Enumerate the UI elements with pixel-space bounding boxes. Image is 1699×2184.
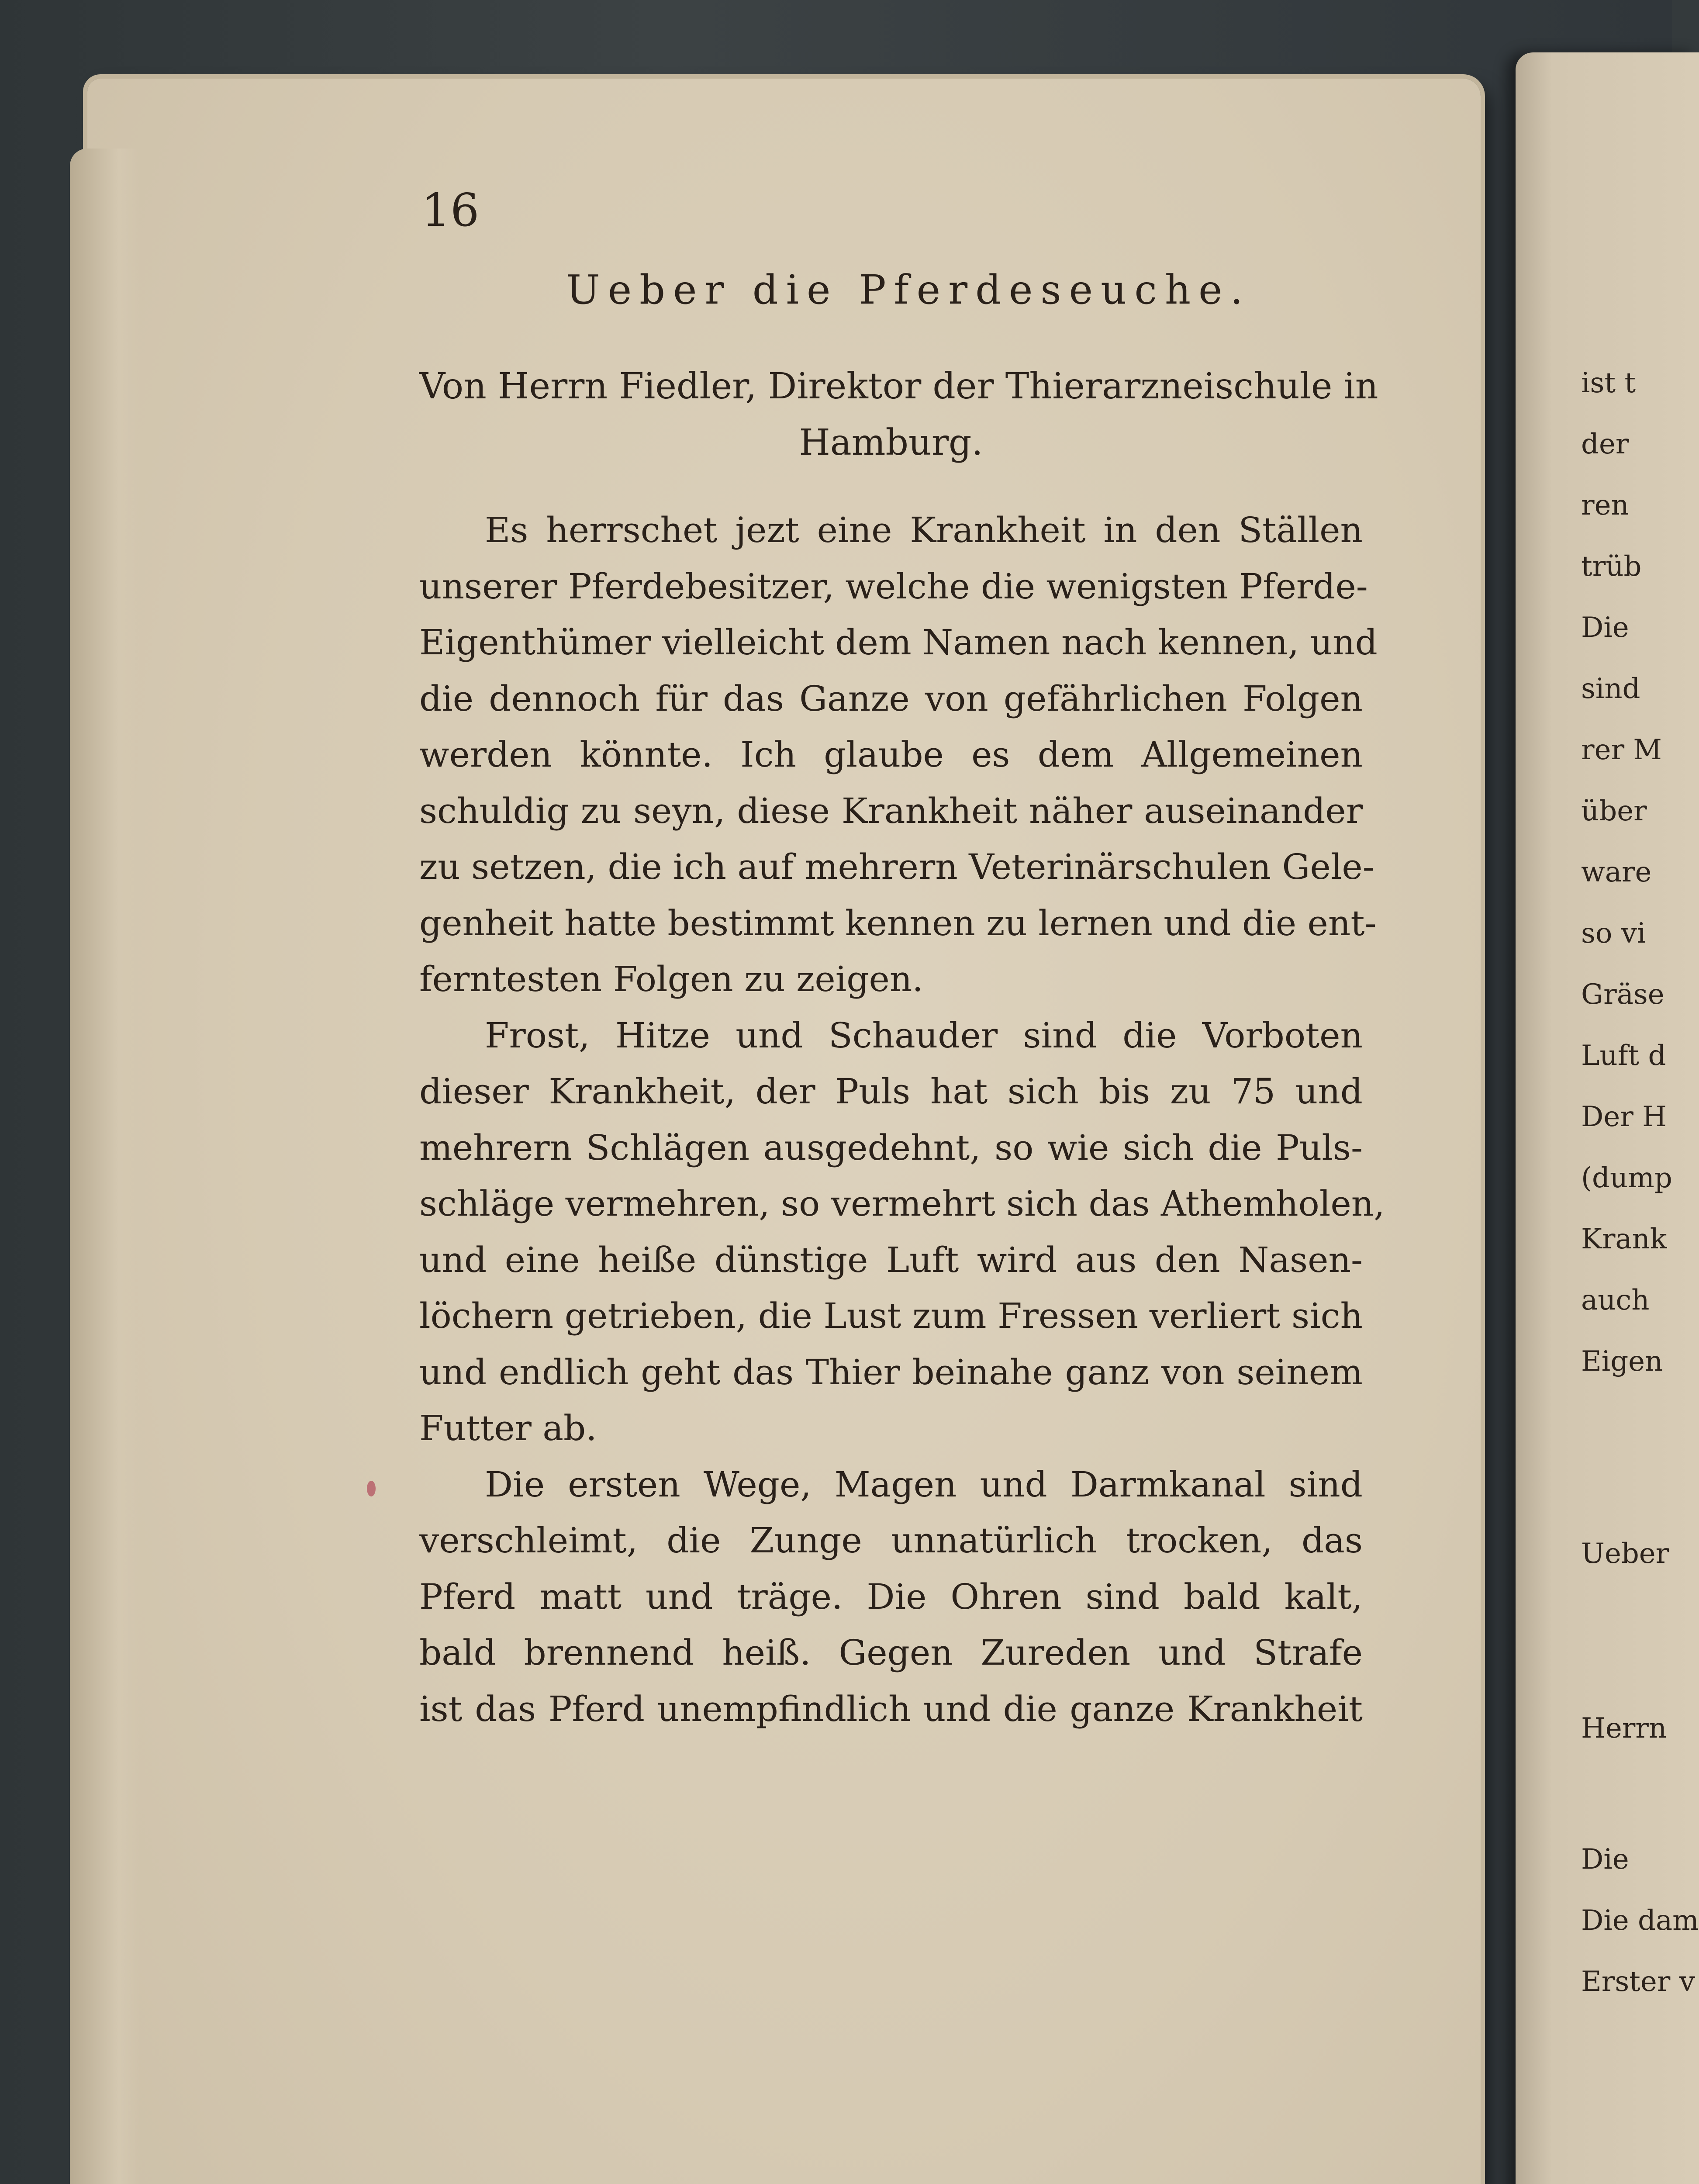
facing-fragment: Die dam xyxy=(1581,1904,1699,1937)
text-line: schuldig zu seyn, diese Krankheit näher auseinander xyxy=(419,790,1363,831)
facing-fragment: Die xyxy=(1581,1843,1629,1876)
text-line: Es herrschet jezt eine Krankheit in den Ställen xyxy=(485,510,1363,550)
text-line: genheit hatte bestimmt kennen zu lernen und die ent- xyxy=(419,902,1377,943)
byline-line: Von Herrn Fiedler, Direktor der Thierarzneischule in xyxy=(419,366,1378,407)
text-line: Die ersten Wege, Magen und Darmkanal sind xyxy=(485,1464,1363,1505)
text-line: und endlich geht das Thier beinahe ganz von seinem xyxy=(419,1351,1363,1393)
facing-fragment: Herrn xyxy=(1581,1712,1667,1745)
text-line: ferntesten Folgen zu zeigen. xyxy=(419,959,923,999)
ink-smudge xyxy=(367,1481,376,1496)
text-line: schläge vermehren, so vermehrt sich das Athemholen, xyxy=(419,1183,1385,1224)
article-heading: Ueber die Pferdeseuche. xyxy=(566,266,1251,313)
text-line: bald brennend heiß. Gegen Zureden und Strafe xyxy=(419,1632,1363,1673)
byline-line: Hamburg. xyxy=(799,422,983,463)
text-line: mehrern Schlägen ausgedehnt, so wie sich die Puls- xyxy=(419,1127,1363,1168)
article-byline xyxy=(419,358,1378,470)
worn-page-edge xyxy=(70,149,140,2184)
facing-fragment: über xyxy=(1581,795,1647,827)
article-body xyxy=(419,502,1385,1737)
facing-fragment: Luft d xyxy=(1581,1040,1666,1072)
facing-fragment: auch xyxy=(1581,1284,1650,1317)
text-line: und eine heiße dünstige Luft wird aus den Nasen- xyxy=(419,1239,1363,1280)
facing-fragment: rer M xyxy=(1581,734,1662,766)
text-line: ist das Pferd unempfindlich und die ganze Krankheit xyxy=(419,1688,1363,1729)
facing-fragment: Gräse xyxy=(1581,978,1664,1011)
facing-fragment: ist t xyxy=(1581,367,1636,399)
facing-fragment: Krank xyxy=(1581,1223,1667,1255)
text-line: Pferd matt und träge. Die Ohren sind bald kalt, xyxy=(419,1576,1363,1617)
facing-fragment: der xyxy=(1581,428,1629,460)
facing-fragment: ren xyxy=(1581,489,1629,522)
text-line: zu setzen, die ich auf mehrern Veterinärschulen Gele- xyxy=(419,847,1374,887)
facing-page xyxy=(1516,52,1699,2184)
facing-fragment: sind xyxy=(1581,673,1640,705)
text-line: dieser Krankheit, der Puls hat sich bis zu 75 und xyxy=(419,1071,1363,1112)
text-line: Futter ab. xyxy=(419,1408,597,1448)
text-line: Eigenthümer vielleicht dem Namen nach kennen, und xyxy=(419,622,1378,663)
facing-fragment: Eigen xyxy=(1581,1345,1663,1378)
facing-fragment: Die xyxy=(1581,612,1629,644)
text-line: Frost, Hitze und Schauder sind die Vorboten xyxy=(485,1015,1363,1056)
facing-fragment: (dump xyxy=(1581,1162,1672,1194)
facing-fragment: Der H xyxy=(1581,1101,1667,1133)
text-line: die dennoch für das Ganze von gefährlichen Folgen xyxy=(419,678,1363,719)
facing-fragment: trüb xyxy=(1581,550,1642,583)
text-line: verschleimt, die Zunge unnatürlich trocken, das xyxy=(419,1520,1363,1561)
text-line: löchern getrieben, die Lust zum Fressen verliert sich xyxy=(419,1296,1363,1336)
facing-fragment: so vi xyxy=(1581,917,1646,950)
facing-fragment: ware xyxy=(1581,856,1652,888)
text-line: werden könnte. Ich glaube es dem Allgemeinen xyxy=(419,734,1363,775)
page-number: 16 xyxy=(421,183,480,237)
text-line: unserer Pferdebesitzer, welche die wenigsten Pferde- xyxy=(419,566,1368,607)
facing-fragment: Ueber xyxy=(1581,1538,1669,1570)
facing-fragment: Erster v xyxy=(1581,1966,1695,1998)
